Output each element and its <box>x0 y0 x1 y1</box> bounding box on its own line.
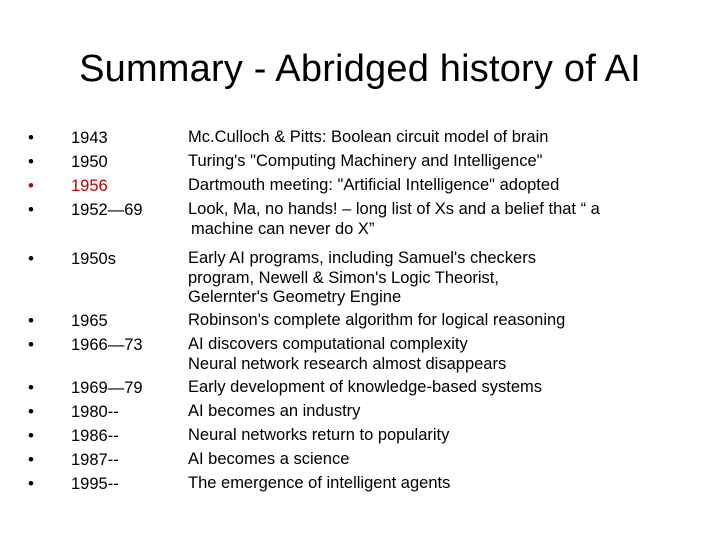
item-description-line: Neural network research almost disappears <box>188 354 507 373</box>
bullet: • <box>28 474 34 493</box>
bullet: • <box>28 426 34 445</box>
item-year: 1950 <box>71 153 108 171</box>
item-description-line: AI discovers computational complexity <box>188 335 468 353</box>
item-description-line: Mc.Culloch & Pitts: Boolean circuit model of brain <box>188 128 549 146</box>
item-description-line: AI becomes a science <box>188 450 350 468</box>
item-year: 1943 <box>71 129 108 147</box>
item-description <box>188 200 693 239</box>
bullet: • <box>28 176 34 195</box>
item-description-line: program, Newell & Simon's Logic Theorist, <box>188 268 499 287</box>
item-description <box>188 378 693 398</box>
bullet: • <box>28 200 34 219</box>
item-description <box>188 249 693 308</box>
slide-title: Summary - Abridged history of AI <box>79 48 641 90</box>
bullet: • <box>28 128 34 147</box>
bullet: • <box>28 152 34 171</box>
bullet: • <box>28 378 34 397</box>
bullet: • <box>28 249 34 268</box>
item-description-line: Early AI programs, including Samuel's checkers <box>188 249 536 267</box>
item-year: 1987-- <box>71 451 119 469</box>
item-description-line: Robinson's complete algorithm for logical reasoning <box>188 311 566 329</box>
item-year: 1952—69 <box>71 201 143 219</box>
item-description <box>188 426 693 446</box>
bullet: • <box>28 335 34 354</box>
bullet: • <box>28 311 34 330</box>
item-description <box>188 176 693 196</box>
item-year: 1965 <box>71 312 108 330</box>
item-description <box>188 450 693 470</box>
item-description-line: machine can never do X” <box>191 219 375 238</box>
item-year: 1980-- <box>71 403 119 421</box>
bullet: • <box>28 450 34 469</box>
item-description-line: Gelernter's Geometry Engine <box>188 288 402 306</box>
item-description-line: Look, Ma, no hands! – long list of Xs and a belief that “ a <box>188 200 600 218</box>
item-description <box>188 152 693 172</box>
item-description <box>188 402 693 422</box>
item-year: 1950s <box>71 250 116 268</box>
item-description-line: Turing's "Computing Machinery and Intelligence" <box>188 152 543 170</box>
item-description-line: The emergence of intelligent agents <box>188 474 451 492</box>
item-year-highlighted: 1956 <box>71 177 108 195</box>
item-description-line: AI becomes an industry <box>188 402 361 420</box>
item-description-line: Neural networks return to popularity <box>188 426 450 444</box>
item-description <box>188 311 693 331</box>
item-year: 1969—79 <box>71 379 143 397</box>
item-description <box>188 474 693 494</box>
item-year: 1966—73 <box>71 336 143 354</box>
item-description-line: Dartmouth meeting: "Artificial Intelligence" adopted <box>188 176 560 194</box>
item-year: 1995-- <box>71 475 119 493</box>
item-description-line: Early development of knowledge-based systems <box>188 378 543 396</box>
item-description <box>188 335 693 374</box>
bullet: • <box>28 402 34 421</box>
item-year: 1986-- <box>71 427 119 445</box>
item-description <box>188 128 693 148</box>
